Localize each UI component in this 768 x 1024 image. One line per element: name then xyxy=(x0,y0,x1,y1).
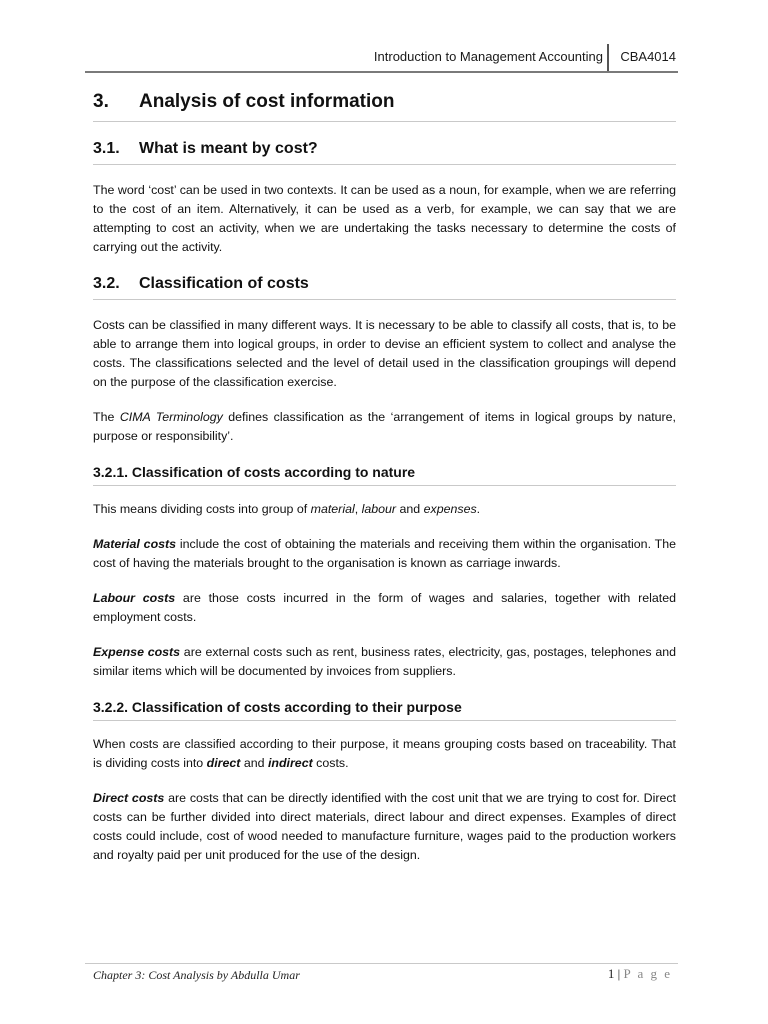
section-3-1-title: What is meant by cost? xyxy=(139,140,318,157)
header-course-code: CBA4014 xyxy=(620,49,676,64)
section-3-number: 3. xyxy=(93,91,109,112)
text-run: When costs are classified according to their purpose, it means grouping costs based on traceability. That is dividing costs into xyxy=(93,737,676,770)
text-run: This means dividing costs into group of xyxy=(93,502,311,516)
header-rule xyxy=(85,71,678,73)
section-3-2-title: Classification of costs xyxy=(139,275,309,292)
material-costs-paragraph xyxy=(93,535,676,573)
text-run: include the cost of obtaining the materials and receiving them within the organisation. The cost of having the materials brought to the organisation is known as carriage inwards. xyxy=(93,537,676,570)
labour-emphasis: labour xyxy=(361,502,397,516)
labour-costs-term: Labour costs xyxy=(93,591,176,605)
page-header xyxy=(85,44,678,72)
section-3-1-heading xyxy=(93,138,676,165)
section-3-2-paragraph-1: Costs can be classified in many different ways. It is necessary to be able to classify all costs, that is, to be able to arrange them into logical groups, in order to devise an efficient system to collect and analyse the costs. The classifications selected and the level of detail used in the classification groupings will depend on the purpose of the classification exercise. xyxy=(93,318,676,389)
text-run: , xyxy=(354,502,362,516)
labour-costs-paragraph xyxy=(93,589,676,627)
text-run: and xyxy=(396,502,424,516)
expenses-emphasis: expenses xyxy=(423,502,477,516)
material-emphasis: material xyxy=(310,502,355,516)
expense-costs-term: Expense costs xyxy=(93,645,181,659)
section-3-2-1-intro xyxy=(93,500,676,519)
page-number: 1 xyxy=(607,966,615,981)
section-3-2-1-heading: 3.2.1. Classification of costs according to nature xyxy=(93,462,676,486)
footer-chapter-credit: Chapter 3: Cost Analysis by Abdulla Umar xyxy=(93,968,300,982)
section-3-1-paragraph: The word ‘cost’ can be used in two contexts. It can be used as a noun, for example, when we are referring to the cost of an item. Alternatively, it can be used as a verb, for example, we can say that we are attempting to cost an activity, when we are undertaking the tasks necessary to determine the costs of carrying out the activity. xyxy=(93,183,676,254)
section-3-2-2-heading: 3.2.2. Classification of costs according to their purpose xyxy=(93,697,676,721)
section-3-heading xyxy=(93,88,676,122)
page-separator: | xyxy=(614,966,624,981)
header-separator xyxy=(607,44,609,71)
text-run: The xyxy=(93,410,120,424)
material-costs-term: Material costs xyxy=(93,537,177,551)
section-3-2-heading xyxy=(93,273,676,300)
section-3-2-paragraph-2 xyxy=(93,408,676,446)
section-3-2-2-intro xyxy=(93,735,676,773)
text-run: are those costs incurred in the form of wages and salaries, together with related employment costs. xyxy=(93,591,676,624)
footer-page-number xyxy=(608,966,672,982)
page-content xyxy=(93,88,676,881)
text-run: . xyxy=(476,502,481,516)
direct-costs-paragraph xyxy=(93,789,676,865)
text-run: costs. xyxy=(312,756,349,770)
expense-costs-paragraph xyxy=(93,643,676,681)
text-run: and xyxy=(240,756,268,770)
indirect-emphasis: indirect xyxy=(267,756,313,770)
page-label: P a g e xyxy=(623,966,672,981)
header-title: Introduction to Management Accounting xyxy=(373,49,603,64)
section-3-1-number: 3.1. xyxy=(93,140,120,157)
section-3-2-number: 3.2. xyxy=(93,275,120,292)
direct-costs-term: Direct costs xyxy=(93,791,165,805)
text-run: defines classification as the ‘arrangement of items in logical groups by nature, purpose or responsibility’. xyxy=(93,410,677,443)
section-3-title: Analysis of cost information xyxy=(139,91,395,112)
direct-emphasis: direct xyxy=(206,756,241,770)
page-footer xyxy=(85,963,678,986)
text-run: are external costs such as rent, business rates, electricity, gas, postages, telephones and similar items which will be documented by invoices from suppliers. xyxy=(93,645,677,678)
text-run: are costs that can be directly identified with the cost unit that we are trying to cost for. Direct costs can be further divided into direct materials, direct labour and direct expenses. Examples of direct costs could include, cost of wood needed to manufacture furniture, wages paid to the production workers and royalty paid per unit produced for the use of the design. xyxy=(93,791,676,862)
cima-terminology-emphasis: CIMA Terminology xyxy=(119,410,223,424)
